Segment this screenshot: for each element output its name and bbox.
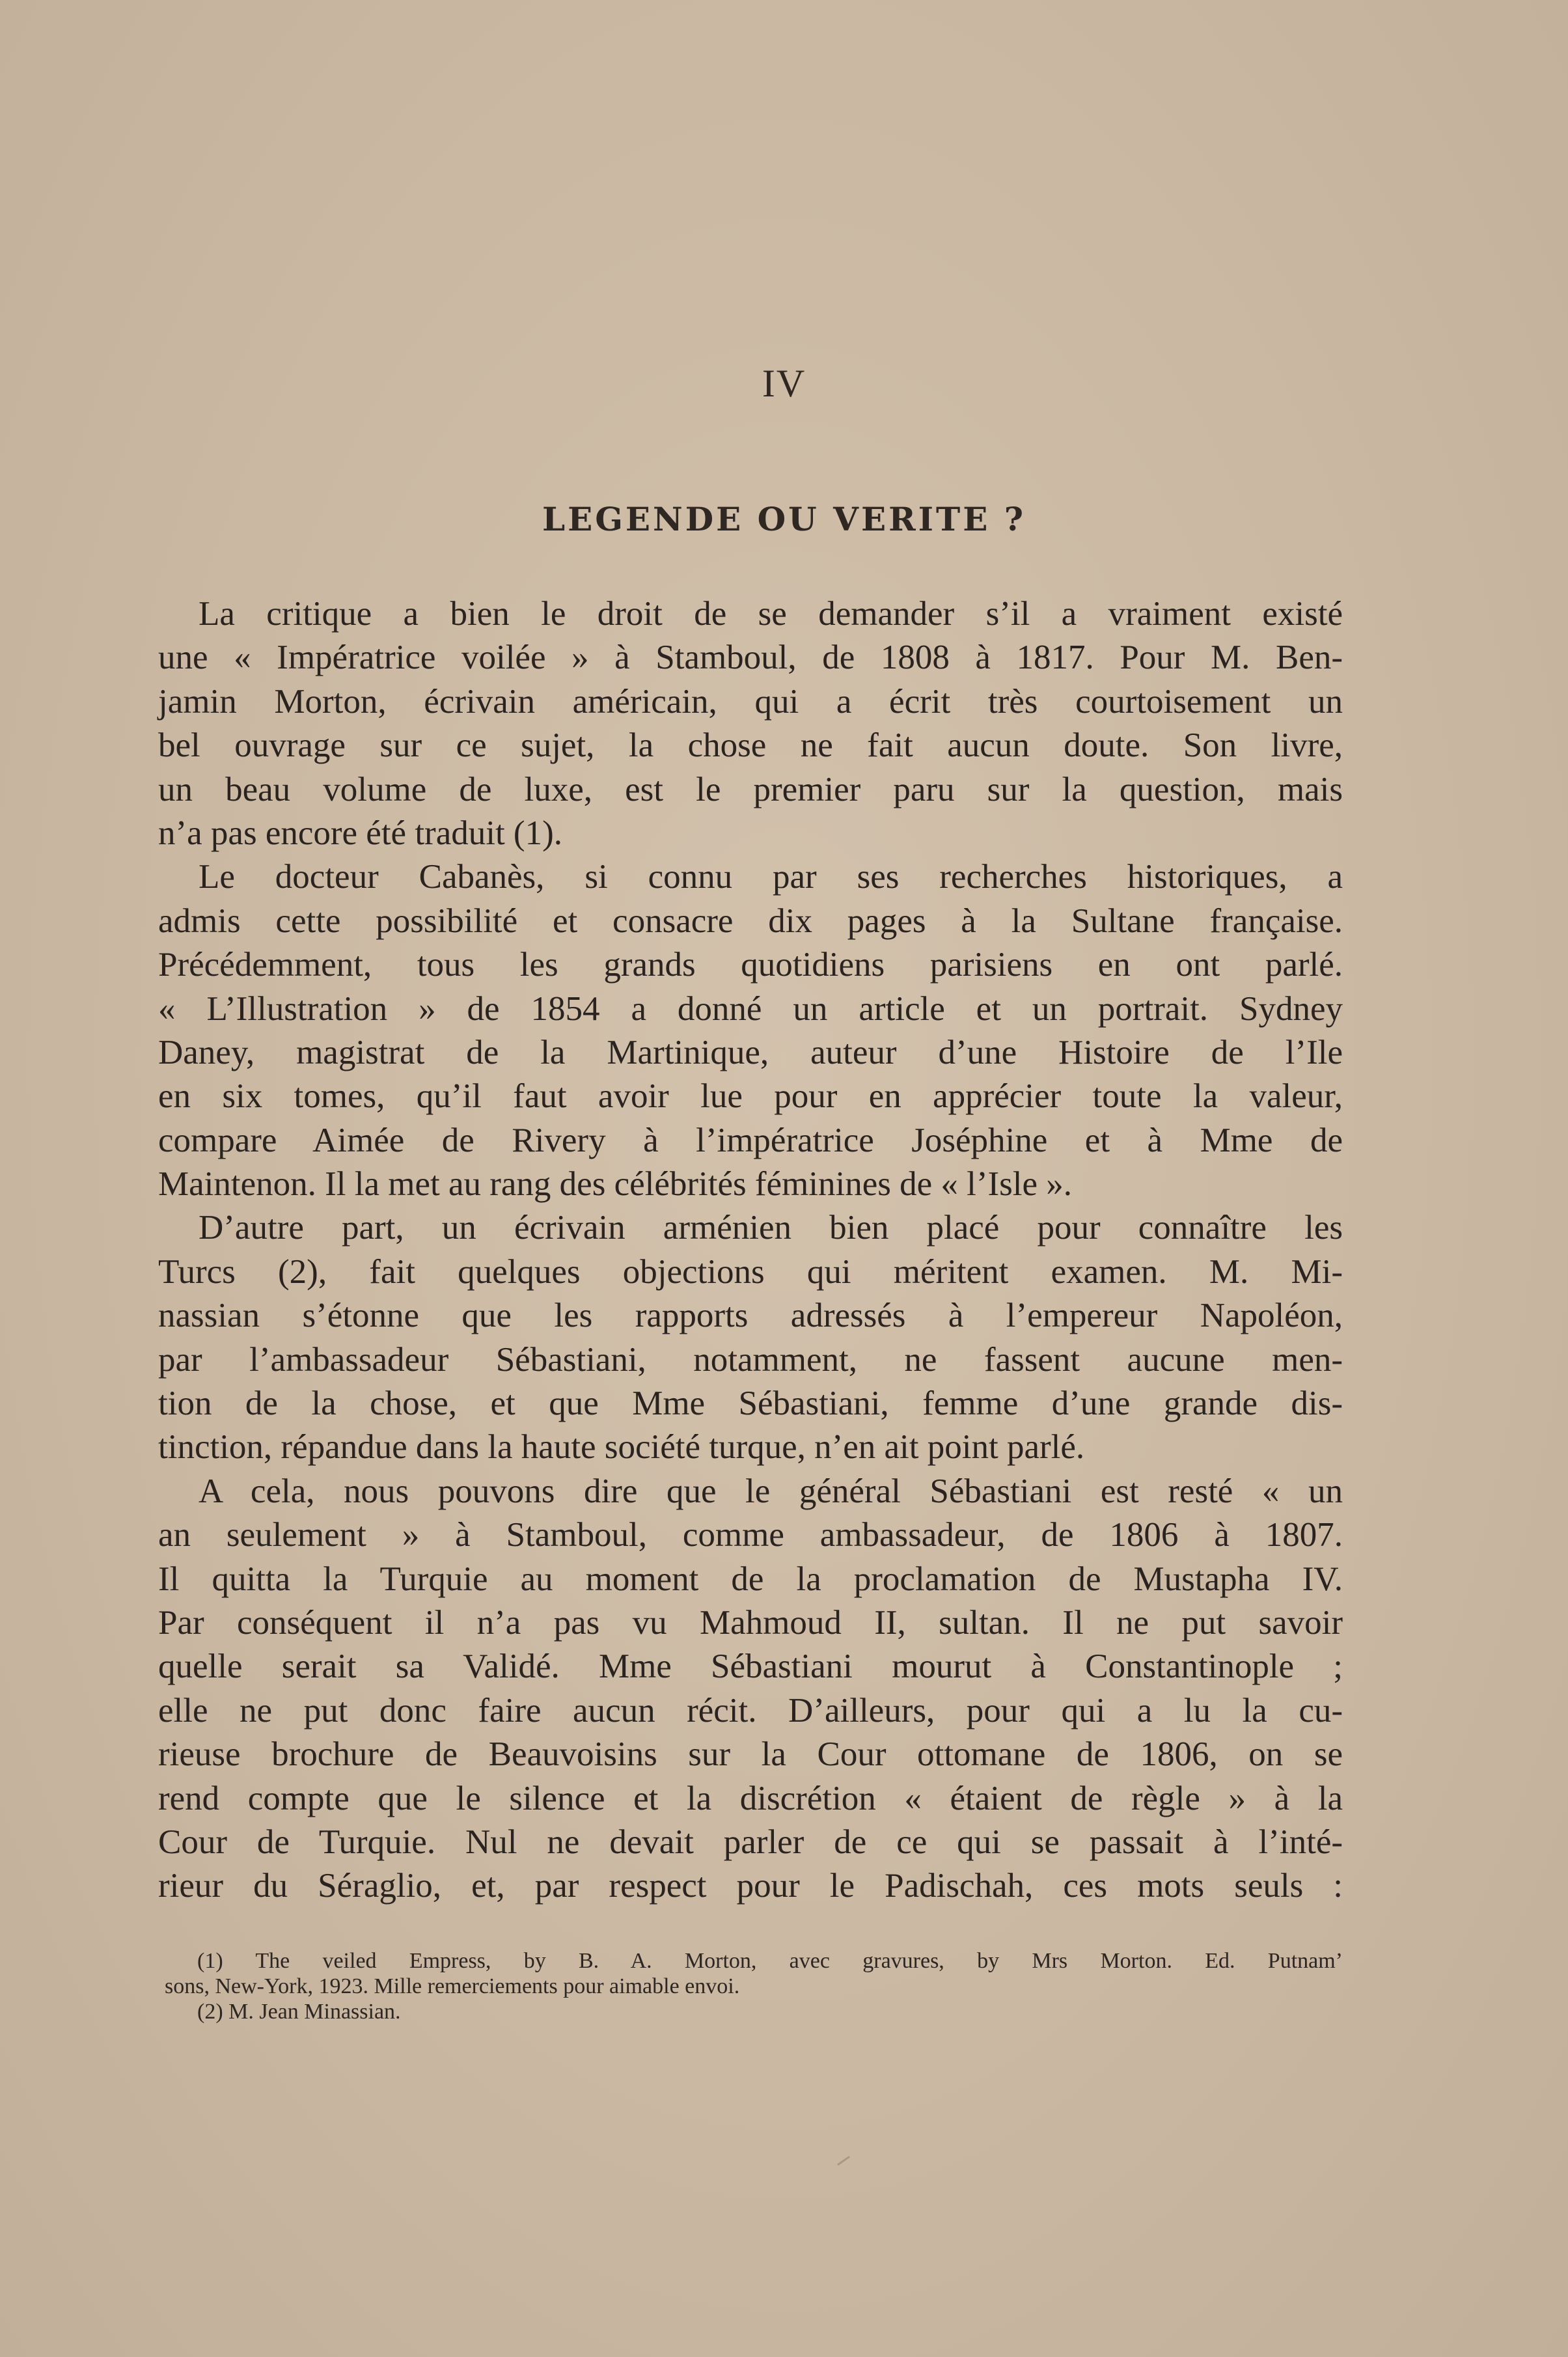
text-line: nassian s’étonne que les rapports adressés à l’empereur Napoléon, (158, 1297, 1343, 1335)
text-line: un beau volume de luxe, est le premier paru sur la question, mais (158, 770, 1343, 808)
text-line: bel ouvrage sur ce sujet, la chose ne fait aucun doute. Son livre, (158, 726, 1343, 765)
text-line: Maintenon. Il la met au rang des célébrités féminines de « l’Isle ». (158, 1165, 1073, 1204)
text-line: A cela, nous pouvons dire que le général Sébastiani est resté « un (199, 1472, 1343, 1510)
text-line: tion de la chose, et que Mme Sébastiani, femme d’une grande dis- (158, 1385, 1343, 1423)
paper-mark (837, 2156, 850, 2166)
text-line: Le docteur Cabanès, si connu par ses recherches historiques, a (199, 858, 1343, 896)
text-line: en six tomes, qu’il faut avoir lue pour en apprécier toute la valeur, (158, 1077, 1343, 1116)
text-line: D’autre part, un écrivain arménien bien placé pour connaître les (199, 1209, 1343, 1247)
text-line: Cour de Turquie. Nul ne devait parler de ce qui se passait à l’inté- (158, 1823, 1343, 1861)
text-line: rieuse brochure de Beauvoisins sur la Cour ottomane de 1806, on se (158, 1735, 1343, 1774)
chapter-number: IV (762, 362, 806, 405)
footnotes (165, 1948, 1343, 2024)
footnote-line: sons, New-York, 1923. Mille remerciements pour aimable envoi. (165, 1974, 740, 1998)
text-line: n’a pas encore été traduit (1). (158, 814, 562, 852)
text-line: elle ne put donc faire aucun récit. D’ailleurs, pour qui a lu la cu- (158, 1691, 1343, 1730)
footnote-line: (1) The veiled Empress, by B. A. Morton, avec gravures, by Mrs Morton. Ed. Putnam’ (197, 1949, 1343, 1973)
text-line: par l’ambassadeur Sébastiani, notamment, ne fassent aucune men- (158, 1340, 1343, 1379)
text-line: Il quitta la Turquie au moment de la proclamation de Mustapha IV. (158, 1560, 1343, 1598)
text-line: jamin Morton, écrivain américain, qui a écrit très courtoisement un (158, 682, 1343, 721)
text-line: « L’Illustration » de 1854 a donné un article et un portrait. Sydney (158, 989, 1343, 1028)
text-line: an seulement » à Stamboul, comme ambassadeur, de 1806 à 1807. (158, 1516, 1343, 1554)
footnote-line: (2) M. Jean Minassian. (197, 2000, 401, 2024)
text-line: rieur du Séraglio, et, par respect pour le Padischah, ces mots seuls : (158, 1867, 1343, 1905)
text-line: rend compte que le silence et la discrétion « étaient de règle » à la (158, 1779, 1343, 1817)
chapter-title: LEGENDE OU VERITE ? (542, 500, 1026, 538)
text-line: La critique a bien le droit de se demander s’il a vraiment existé (199, 595, 1343, 633)
text-line: tinction, répandue dans la haute société turque, n’en ait point parlé. (158, 1428, 1085, 1467)
body-text (158, 592, 1343, 1909)
text-line: admis cette possibilité et consacre dix pages à la Sultane française. (158, 902, 1343, 940)
text-line: Précédemment, tous les grands quotidiens parisiens en ont parlé. (158, 946, 1343, 984)
text-line: compare Aimée de Rivery à l’impératrice Joséphine et à Mme de (158, 1121, 1343, 1159)
text-line: Par conséquent il n’a pas vu Mahmoud II, sultan. Il ne put savoir (158, 1603, 1343, 1642)
text-line: une « Impératrice voilée » à Stamboul, de 1808 à 1817. Pour M. Ben- (158, 639, 1343, 677)
text-line: quelle serait sa Validé. Mme Sébastiani mourut à Constantinople ; (158, 1647, 1343, 1686)
text-line: Daney, magistrat de la Martinique, auteur d’une Histoire de l’Ile (158, 1033, 1343, 1071)
text-line: Turcs (2), fait quelques objections qui méritent examen. M. Mi- (158, 1252, 1343, 1291)
